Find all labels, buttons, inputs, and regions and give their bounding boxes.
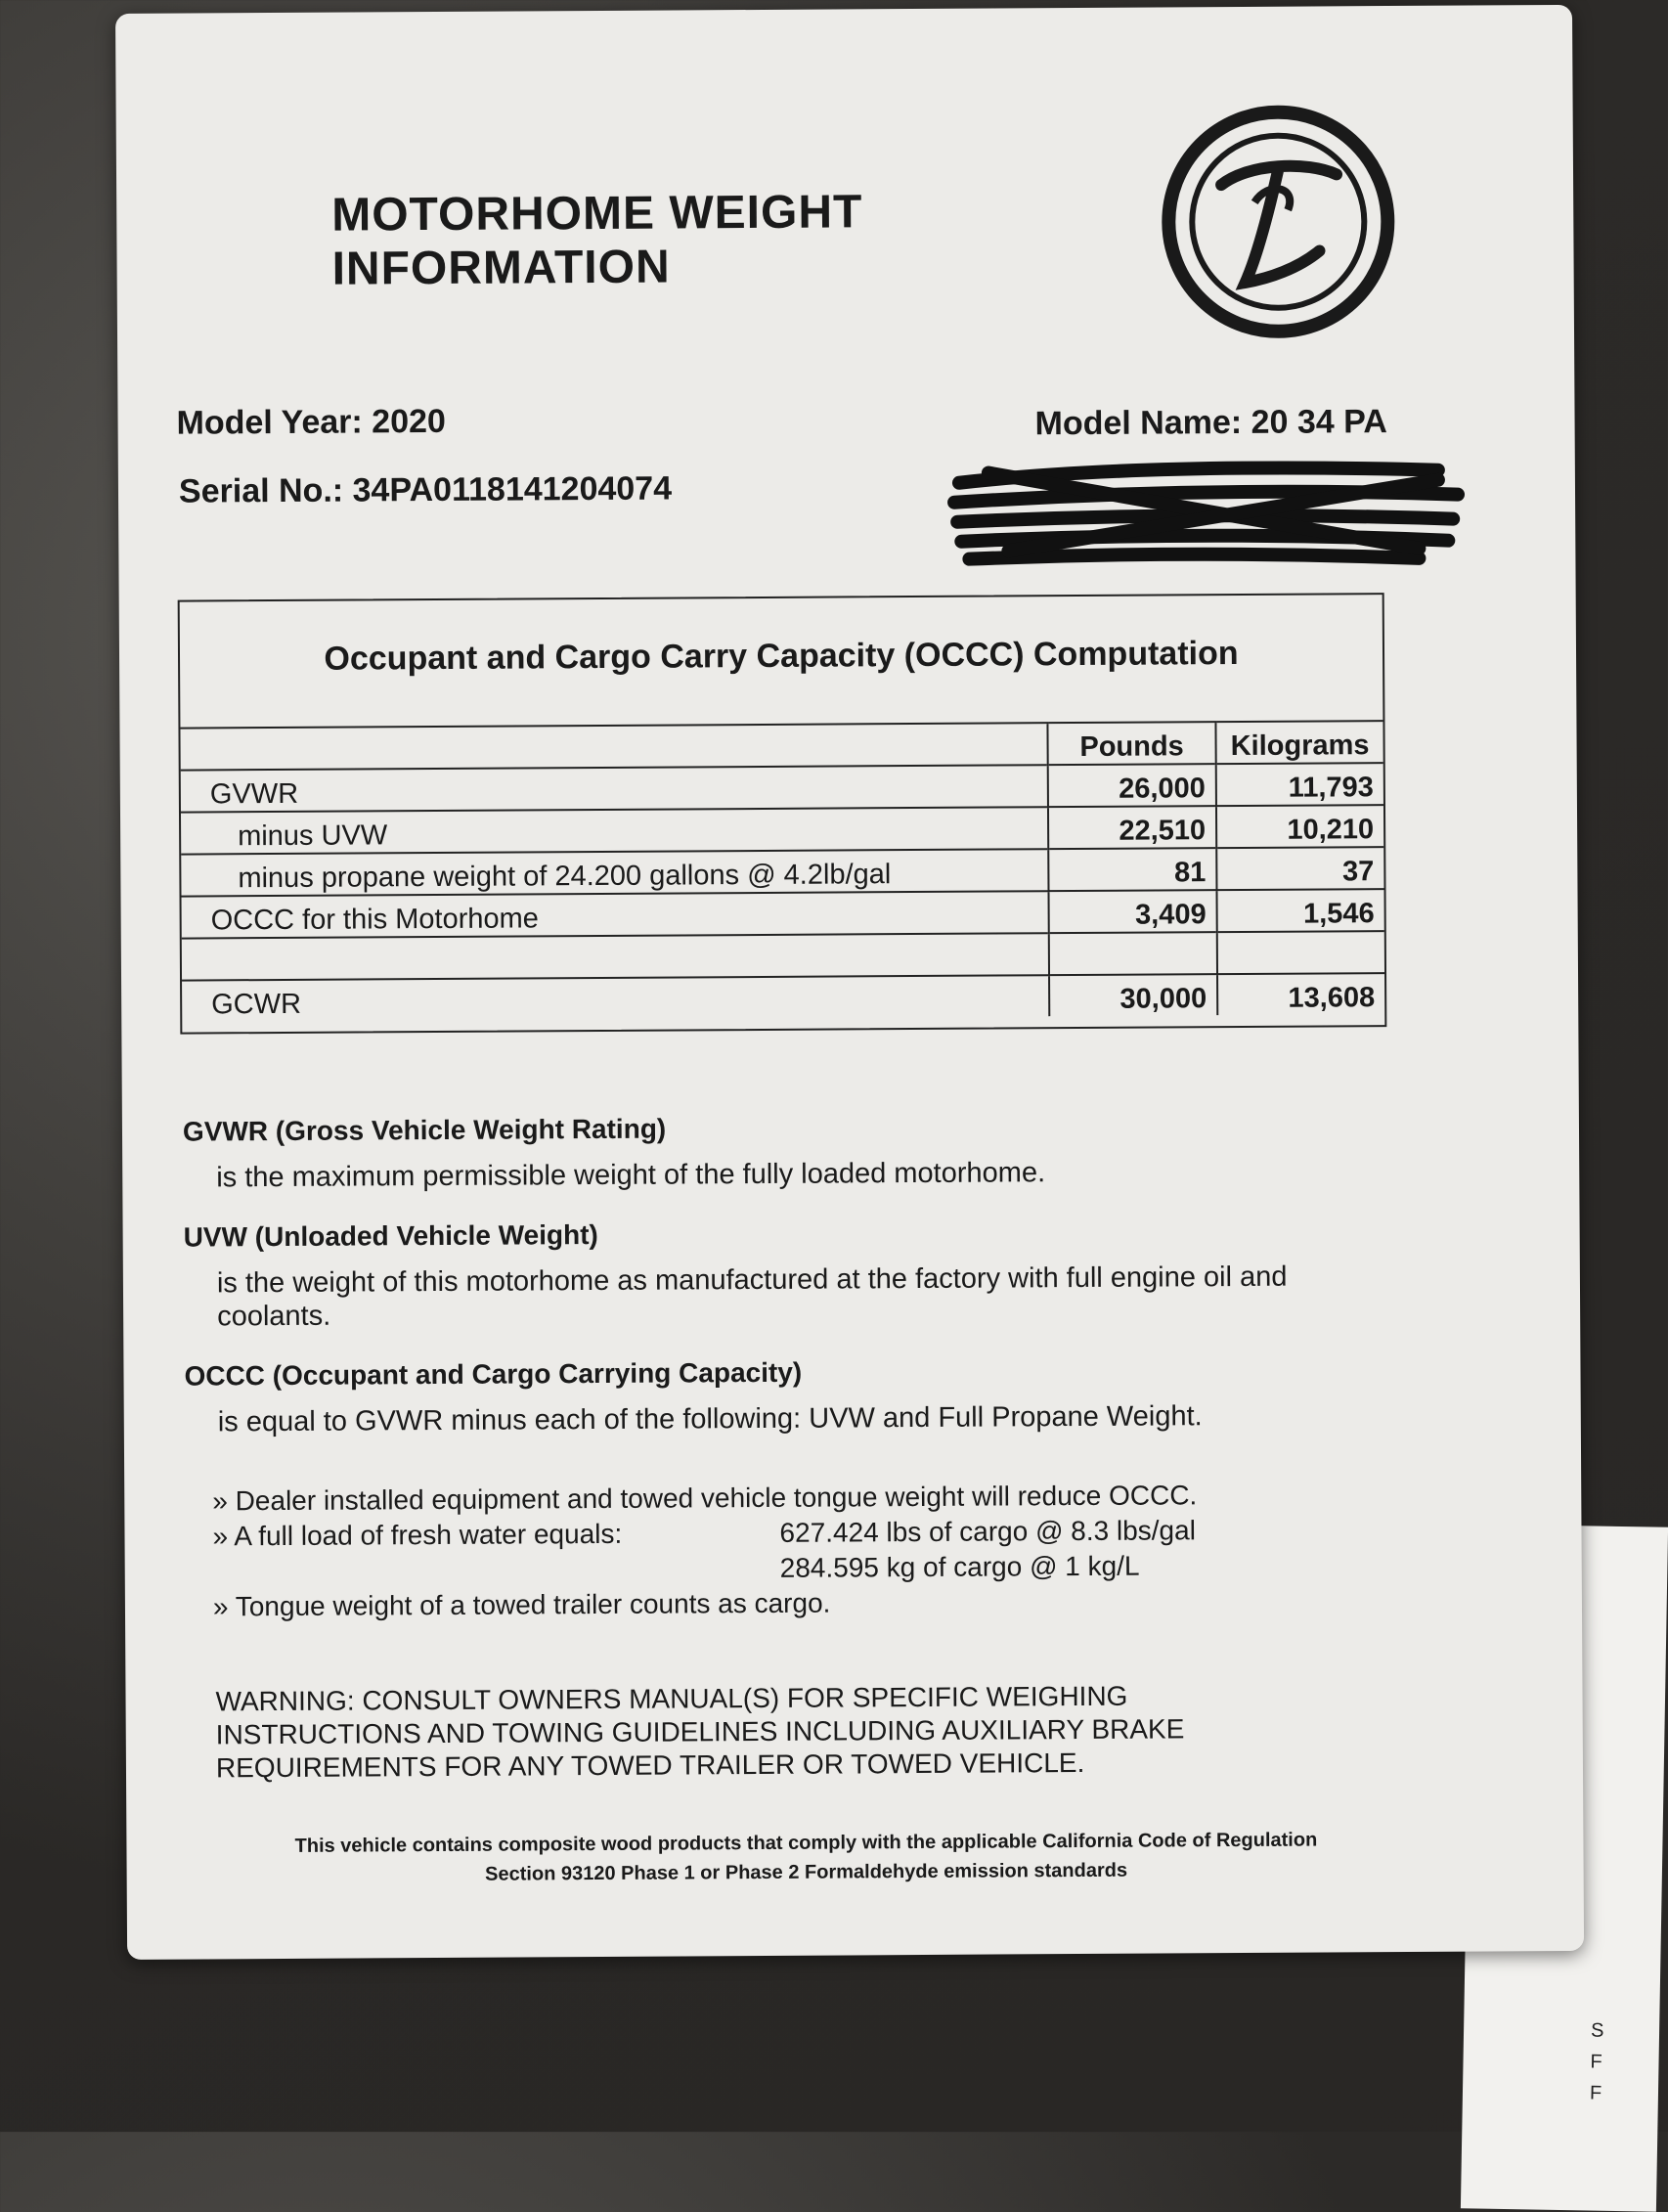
model-name: Model Name: 20 34 PA [1034,403,1387,443]
note-dealer: » Dealer installed equipment and towed vehicle tongue weight will reduce OCCC. [212,1480,1198,1517]
occc-table-grid [180,720,1384,1022]
kilograms-cell: 1,546 [1216,889,1383,932]
water-kg: 284.595 kg of cargo @ 1 kg/L [779,1550,1140,1583]
row-label: GVWR [181,765,1048,812]
table-title: Occupant and Cargo Carry Capacity (OCCC) Computation [324,634,1239,678]
redaction-scribble [949,451,1469,571]
strip-letter: S [1590,2019,1604,2042]
occc-computation-table [178,593,1387,1035]
strip-letter: F [1589,2082,1602,2104]
kilograms-cell: 10,210 [1216,805,1383,848]
page-title: MOTORHOME WEIGHT INFORMATION [331,186,863,295]
column-header: Kilograms [1215,721,1383,764]
pounds-cell: 22,510 [1048,806,1216,849]
kilograms-cell [1217,931,1384,974]
water-lbs: 627.424 lbs of cargo @ 8.3 lbs/gal [779,1515,1196,1548]
definition-body: is the maximum permissible weight of the fully loaded motorhome. [216,1157,1046,1194]
definition-term: GVWR (Gross Vehicle Weight Rating) [182,1113,667,1147]
row-label: minus propane weight of 24.200 gallons @ 4.2lb/gal [181,849,1048,896]
model-year: Model Year: 2020 [176,402,446,442]
table-row [182,889,1384,939]
footer-line: This vehicle contains composite wood products that comply with the applicable California Code of Regulation [294,1829,1318,1857]
pounds-cell: 26,000 [1048,764,1216,807]
row-label: minus UVW [181,807,1048,854]
definition-body: is equal to GVWR minus each of the following: UVW and Full Propane Weight. [217,1400,1203,1438]
column-header: Pounds [1047,722,1215,765]
note-tongue: » Tongue weight of a towed trailer counts as cargo. [212,1587,831,1622]
footer-compliance [243,1825,1368,1890]
pounds-cell: 30,000 [1049,974,1217,1016]
water-label: » A full load of fresh water equals: [212,1518,623,1552]
table-row [182,973,1384,1022]
weight-info-sheet [115,5,1584,1960]
definitions-section [183,1082,1407,1439]
kilograms-cell: 37 [1216,847,1383,890]
pounds-cell [1049,932,1217,975]
table-row [181,763,1383,813]
strip-letter: F [1590,2051,1602,2073]
definition-body: is the weight of this motorhome as manufactured at the factory with full engine oil and coolants. [216,1261,1288,1333]
definition-term: OCCC (Occupant and Cargo Carrying Capacity) [184,1356,803,1392]
table-header-row [180,721,1383,771]
table-row-empty [182,931,1384,981]
serial-number: Serial No.: 34PA0118141204074 [178,469,673,510]
pounds-cell: 81 [1048,848,1216,891]
footer-line: Section 93120 Phase 1 or Phase 2 Formaldehyde emission standards [485,1859,1128,1885]
definition-term: UVW (Unloaded Vehicle Weight) [183,1219,598,1253]
row-label: GCWR [182,975,1049,1021]
notes-section [212,1477,1435,1625]
kilograms-cell: 11,793 [1216,763,1383,806]
warning-text: WARNING: CONSULT OWNERS MANUAL(S) FOR SPECIFIC WEIGHING INSTRUCTIONS AND TOWING GUIDELINES INCLUDING AUXILIARY BRAKE REQUIREMENTS FOR ANY TOWED TRAILER OR TOWED VEHICLE. [215,1680,1185,1784]
row-label: OCCC for this Motorhome [182,891,1049,938]
table-row [181,805,1383,855]
t-monogram-logo-icon [1161,104,1396,339]
pounds-cell: 3,409 [1048,890,1216,933]
kilograms-cell: 13,608 [1217,973,1384,1015]
row-label [182,933,1049,980]
table-row [181,847,1383,897]
